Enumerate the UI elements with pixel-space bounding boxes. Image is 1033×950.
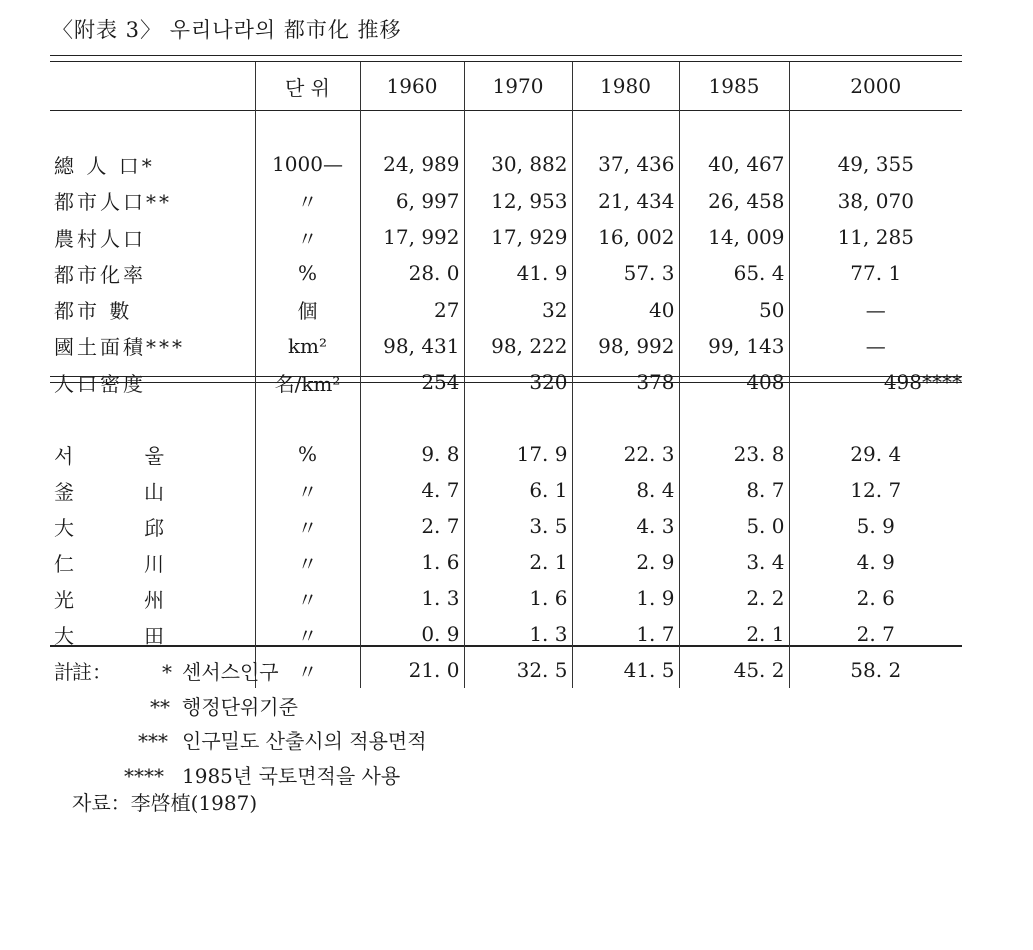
cell-value: 14, 009: [679, 219, 789, 255]
row-label: 國土面積***: [54, 335, 185, 360]
cell-value: 99, 143: [679, 328, 789, 364]
row-unit: km²: [255, 328, 360, 364]
cell-value: 28. 0: [360, 255, 464, 291]
cell-value: 4. 3: [572, 508, 679, 544]
total-label: 計: [54, 659, 77, 684]
table-row: [50, 291, 962, 327]
city-char: 山: [144, 479, 164, 504]
cell-value: —: [789, 328, 962, 364]
city-label: [50, 472, 255, 508]
city-label: [50, 436, 255, 472]
cell-value: 50: [679, 291, 789, 327]
cell-value: 27: [360, 291, 464, 327]
footnote-marker: **: [150, 694, 170, 719]
cell-value: 12, 953: [464, 183, 572, 219]
cell-value: 40, 467: [679, 146, 789, 182]
top-rule: [50, 55, 962, 56]
cell-value: 3. 4: [679, 544, 789, 580]
header-year: 1985: [679, 62, 789, 110]
table-row: [50, 364, 962, 400]
cell-value: 41. 9: [464, 255, 572, 291]
cell-value: 254: [360, 364, 464, 400]
city-char: 울: [144, 443, 164, 468]
cell-value: 6, 997: [360, 183, 464, 219]
cell-value: 0. 9: [360, 616, 464, 652]
cell-value: 1. 7: [572, 616, 679, 652]
row-unit: 個: [255, 291, 360, 327]
header-year: 1970: [464, 62, 572, 110]
cell-value: 23. 8: [679, 436, 789, 472]
cell-value: 32. 5: [464, 652, 572, 688]
cell-value: 408: [679, 364, 789, 400]
cell-value: 65. 4: [679, 255, 789, 291]
city-char: 서: [54, 443, 74, 468]
cell-value: 2. 7: [360, 508, 464, 544]
cell-value: 98, 992: [572, 328, 679, 364]
cell-value: 12. 7: [789, 472, 962, 508]
table-row: [50, 146, 962, 182]
city-char: 釜: [54, 479, 74, 504]
row-unit: 1000—: [255, 146, 360, 182]
cell-value: 2. 2: [679, 580, 789, 616]
cell-value: 1. 6: [464, 580, 572, 616]
row-label: 農村人口: [54, 226, 146, 251]
header-year: 1980: [572, 62, 679, 110]
cell-value: 4. 9: [789, 544, 962, 580]
cell-value: 4. 7: [360, 472, 464, 508]
cell-value: 1. 6: [360, 544, 464, 580]
cell-value: 40: [572, 291, 679, 327]
table-row: [50, 508, 962, 544]
table-row: [50, 183, 962, 219]
cell-value: 11, 285: [789, 219, 962, 255]
header-year: 2000: [789, 62, 962, 110]
cell-value: 57. 3: [572, 255, 679, 291]
footnote-text: 1985년 국토면적을 사용: [182, 763, 401, 788]
cell-value: 1. 9: [572, 580, 679, 616]
footnote-marker: ****: [124, 763, 164, 788]
cell-value: 1. 3: [360, 580, 464, 616]
city-char: 田: [144, 623, 164, 648]
cell-value: 29. 4: [789, 436, 962, 472]
cell-value: 5. 9: [789, 508, 962, 544]
row-unit: 〃: [255, 472, 360, 508]
cell-value: 58. 2: [789, 652, 962, 688]
cell-value: —: [789, 291, 962, 327]
table-row: [50, 436, 962, 472]
row-label: 人口密度: [54, 371, 146, 396]
city-label: [50, 544, 255, 580]
row-label: 都市 數: [54, 299, 133, 324]
row-unit: 〃: [255, 183, 360, 219]
urbanization-table: [50, 62, 962, 688]
table-caption: 〈附表 3〉 우리나라의 都市化 推移: [52, 18, 402, 42]
cell-value: 16, 002: [572, 219, 679, 255]
cell-value: 30, 882: [464, 146, 572, 182]
city-char: 邱: [144, 515, 164, 540]
city-char: 仁: [54, 551, 74, 576]
cell-value: 17, 992: [360, 219, 464, 255]
cell-value: 2. 7: [789, 616, 962, 652]
cell-value: 378: [572, 364, 679, 400]
row-unit: 〃: [255, 219, 360, 255]
cell-value: 9. 8: [360, 436, 464, 472]
table-row: [50, 616, 962, 652]
row-label: 都市化率: [54, 262, 146, 287]
row-label: 總 人 口*: [54, 153, 155, 178]
cell-value: 2. 1: [679, 616, 789, 652]
notes-label: 註：: [72, 660, 112, 684]
table-row: [50, 328, 962, 364]
footnote-marker: *: [162, 660, 172, 684]
cell-value: 49, 355: [789, 146, 962, 182]
cell-value: 38, 070: [789, 183, 962, 219]
city-label: [50, 616, 255, 652]
city-char: 大: [54, 515, 74, 540]
city-char: 州: [144, 587, 164, 612]
table-row: [50, 472, 962, 508]
cell-value: 45. 2: [679, 652, 789, 688]
footnote-text: 인구밀도 산출시의 적용면적: [182, 729, 427, 753]
header-row: [50, 62, 962, 110]
cell-value: 22. 3: [572, 436, 679, 472]
header-year: 1960: [360, 62, 464, 110]
row-label: 都市人口**: [54, 190, 172, 215]
city-label: [50, 508, 255, 544]
cell-value: 6. 1: [464, 472, 572, 508]
row-unit: %: [255, 255, 360, 291]
cell-value: 26, 458: [679, 183, 789, 219]
cell-value: 24, 989: [360, 146, 464, 182]
cell-value: 8. 7: [679, 472, 789, 508]
city-label: [50, 580, 255, 616]
row-unit: 名/km²: [255, 364, 360, 400]
cell-value: 21. 0: [360, 652, 464, 688]
row-unit: 〃: [255, 616, 360, 652]
footnote-text: 행정단위기준: [182, 694, 298, 719]
cell-value: 320: [464, 364, 572, 400]
cell-value: 32: [464, 291, 572, 327]
cell-value: 77. 1: [789, 255, 962, 291]
cell-value: 1. 3: [464, 616, 572, 652]
table-row: [50, 219, 962, 255]
cell-value: 5. 0: [679, 508, 789, 544]
cell-value: 21, 434: [572, 183, 679, 219]
cell-value: 2. 9: [572, 544, 679, 580]
cell-value: 98, 222: [464, 328, 572, 364]
city-char: 大: [54, 623, 74, 648]
city-char: 川: [144, 551, 164, 576]
table-row: [50, 255, 962, 291]
cell-value: 2. 1: [464, 544, 572, 580]
footnote-marker: ***: [138, 729, 168, 753]
footnote-text: 센서스인구: [182, 660, 279, 684]
cell-value: 17, 929: [464, 219, 572, 255]
row-unit: %: [255, 436, 360, 472]
row-unit: 〃: [255, 544, 360, 580]
table-row: [50, 580, 962, 616]
cell-value: 37, 436: [572, 146, 679, 182]
source-citation: 자료：李啓植(1987): [72, 791, 258, 815]
cell-value: 2. 6: [789, 580, 962, 616]
row-unit: 〃: [255, 508, 360, 544]
cell-value: 8. 4: [572, 472, 679, 508]
cell-value: 98, 431: [360, 328, 464, 364]
row-unit: 〃: [255, 580, 360, 616]
cell-value: 17. 9: [464, 436, 572, 472]
table-row: [50, 544, 962, 580]
cell-value: 3. 5: [464, 508, 572, 544]
row-unit: 〃: [255, 652, 360, 688]
cell-value: 41. 5: [572, 652, 679, 688]
cell-value: 498****: [789, 364, 962, 400]
city-char: 光: [54, 587, 74, 612]
header-empty: [50, 62, 255, 110]
header-unit: 단 위: [255, 62, 360, 110]
